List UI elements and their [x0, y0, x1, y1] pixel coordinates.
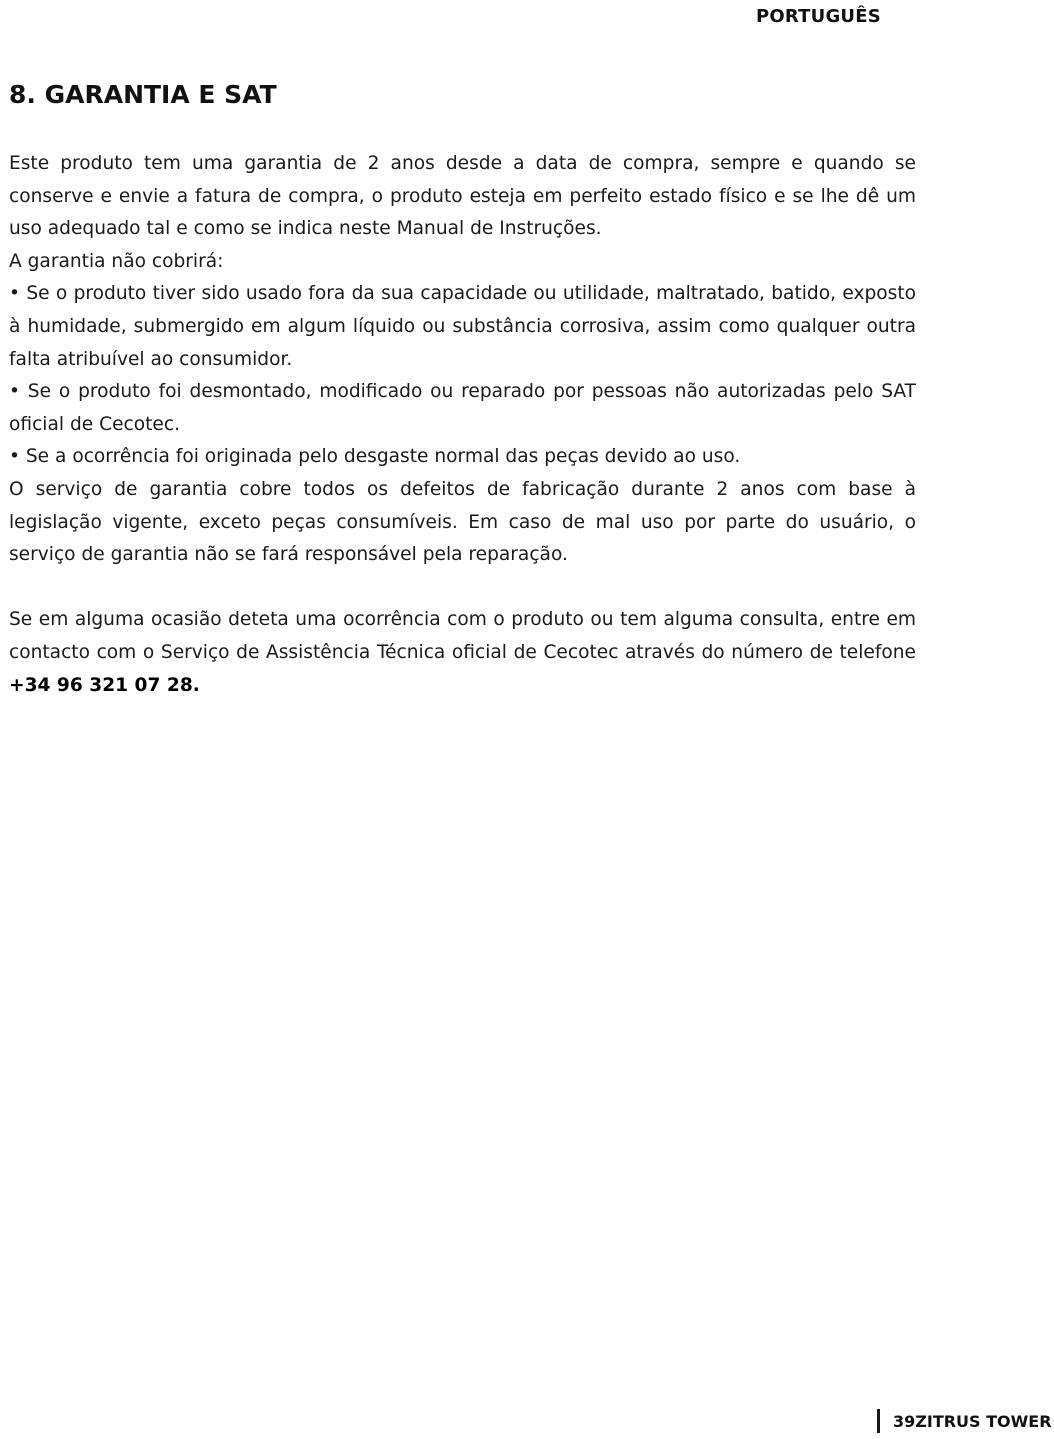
exclusion-bullet-1: • Se o produto tiver sido usado fora da sua capacidade ou utilidade, maltratado, batido, exposto à humidade, submergido em algum líquido ou substância corrosiva, assim como qualquer outra falta atribuível ao consumidor. — [9, 283, 916, 370]
contact-text: Se em alguma ocasião deteta uma ocorrência com o produto ou tem alguma consulta, entre em contacto com o Serviço de Assistência Técnica oficial de Cecotec através do número de telefone — [9, 609, 916, 663]
paragraph-spacer — [9, 572, 916, 605]
language-header: PORTUGUÊS — [756, 6, 881, 27]
service-paragraph: O serviço de garantia cobre todos os defeitos de fabricação durante 2 anos com base à legislação vigente, exceto peças consumíveis. Em caso de mal uso por parte do usuário, o serviço de garantia não se fará responsável pela reparação. — [9, 478, 916, 566]
exclusion-bullet-3: • Se a ocorrência foi originada pelo desgaste normal das peças devido ao uso. — [9, 446, 741, 468]
exclusion-bullet-2: • Se o produto foi desmontado, modificado ou reparado por pessoas não autorizadas pelo SAT oficial de Cecotec. — [9, 381, 916, 435]
footer-divider — [877, 1409, 880, 1433]
not-covered-heading: A garantia não cobrirá: — [9, 250, 224, 272]
intro-paragraph: Este produto tem uma garantia de 2 anos desde a data de compra, sempre e quando se conserve e envie a fatura de compra, o produto esteja em perfeito estado físico e se lhe dê um uso adequado tal e como se indica neste Manual de Instruções. — [9, 153, 916, 240]
page-footer — [877, 1409, 1052, 1433]
support-phone-number: +34 96 321 07 28. — [9, 674, 200, 696]
section-title: 8. GARANTIA E SAT — [9, 80, 277, 109]
warranty-body — [9, 148, 916, 702]
footer-page-label: 39ZITRUS TOWER — [893, 1411, 1052, 1431]
contact-paragraph — [9, 604, 916, 702]
